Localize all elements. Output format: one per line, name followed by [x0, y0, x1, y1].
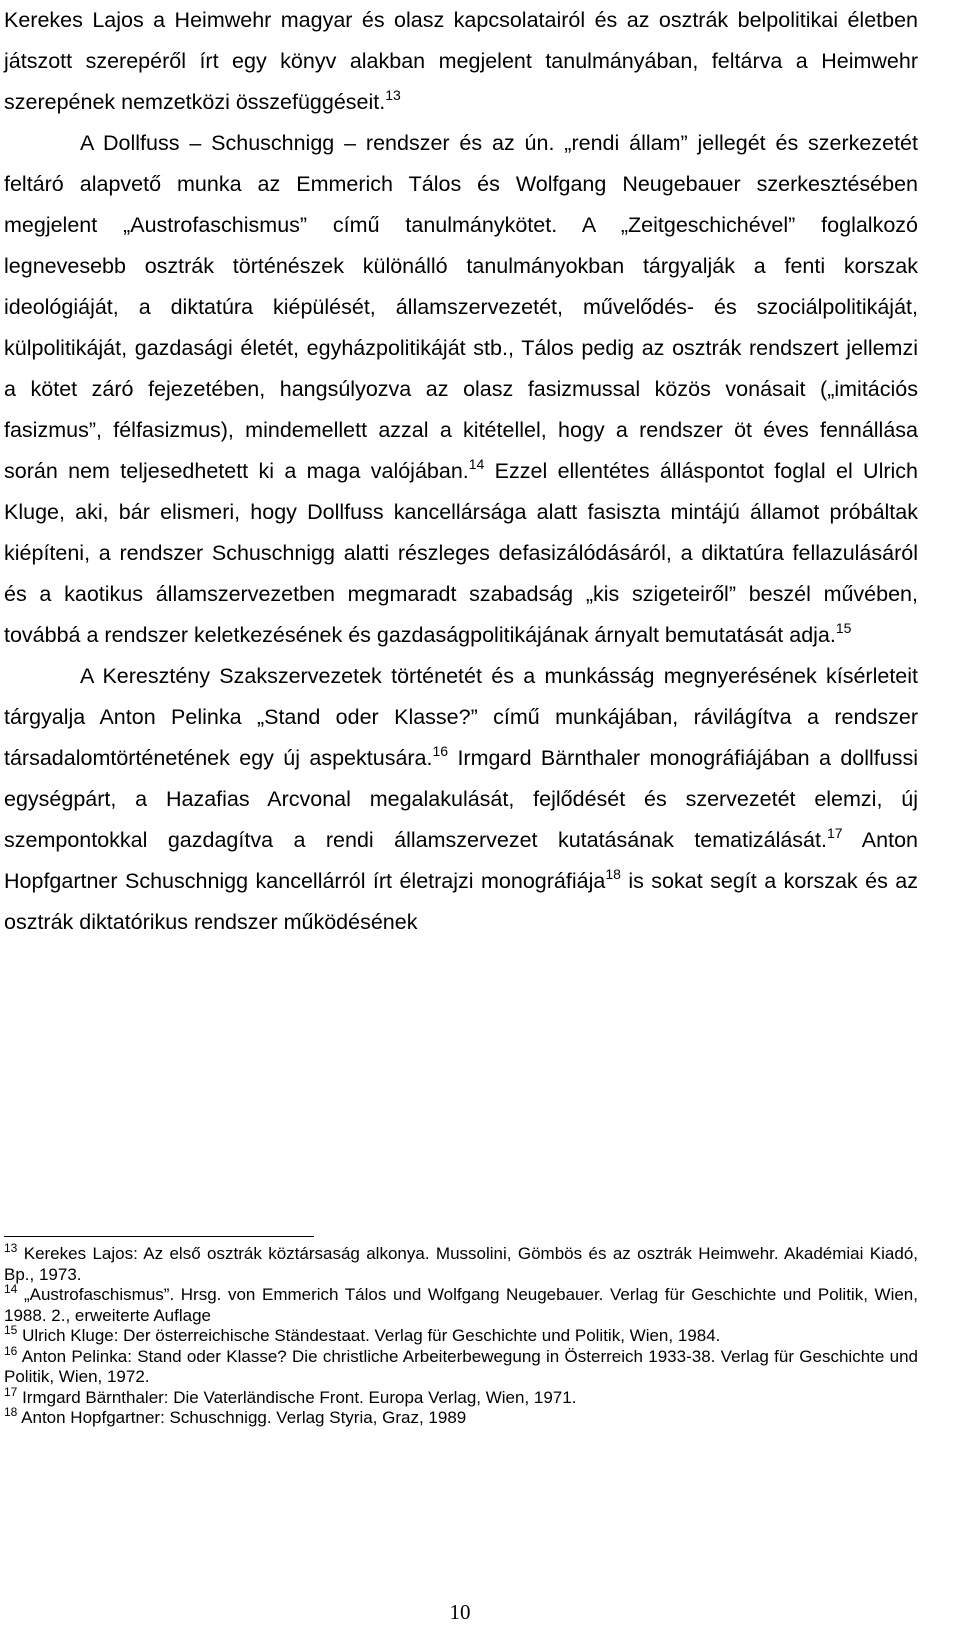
paragraph-3 — [4, 656, 918, 943]
footnote-17 — [4, 1384, 918, 1409]
footnote-text: „Austrofaschismus”. Hrsg. von Emmerich Tálos und Wolfgang Neugebauer. Verlag für Geschichte und Politik, Wien, 1988. 2., erweiterte Auflage — [4, 1285, 918, 1325]
footnotes — [4, 1240, 918, 1429]
footnote-number: 16 — [4, 1343, 18, 1358]
footnote-number: 13 — [4, 1241, 18, 1255]
footnote-13 — [4, 1240, 918, 1285]
footnote-text: Kerekes Lajos: Az első osztrák köztársaság alkonya. Mussolini, Gömbös és az osztrák Heimwehr. Akadémiai Kiadó, Bp., 1973. — [4, 1244, 918, 1284]
paragraph-text: A Keresztény Szakszervezetek történetét és a munkásság megnyerésének kísérleteit tárgyalja Anton Pelinka „Stand oder Klasse?” című munkájában, rávilágítva a rendszer társadalomtörténetének egy új aspektusára. — [4, 664, 918, 770]
footnote-18 — [4, 1405, 918, 1429]
footnote-number: 15 — [4, 1323, 18, 1337]
footnote-ref: 14 — [468, 456, 485, 472]
body-text — [4, 0, 918, 943]
footnote-number: 14 — [4, 1282, 18, 1296]
paragraph-text: Anton Hopfgartner Schuschnigg kancellárról írt életrajzi monográfiája — [4, 828, 918, 893]
footnote-number: 18 — [4, 1405, 18, 1419]
footnote-text: Anton Pelinka: Stand oder Klasse? Die christliche Arbeiterbewegung in Österreich 1933-38. Verlag für Geschichte und Politik, Wien, 1972. — [4, 1346, 918, 1386]
footnote-number: 17 — [4, 1384, 18, 1399]
footnote-15 — [4, 1323, 918, 1347]
footnote-text: Irmgard Bärnthaler: Die Vaterländische Front. Europa Verlag, Wien, 1971. — [17, 1387, 577, 1407]
footnote-14 — [4, 1282, 918, 1326]
page — [4, 0, 918, 943]
paragraph-text: Ezzel ellentétes álláspontot foglal el Ulrich Kluge, aki, bár elismeri, hogy Dollfuss kancellársága alatt fasiszta mintájú államot próbáltak kiépíteni, a rendszer Schuschnigg alatti részleges defasizálódásáról, a diktatúra fellazulásáról és a kaotikus államszervezetben megmaradt szabadság „kis szigeteiről” beszél művében, továbbá a rendszer keletkezésének és gazdaságpolitikájának árnyalt bemutatását adja. — [4, 459, 918, 647]
footnote-16 — [4, 1343, 918, 1388]
footnote-ref: 15 — [835, 620, 852, 636]
footnote-ref: 16 — [432, 743, 449, 759]
footnote-text: Anton Hopfgartner: Schuschnigg. Verlag Styria, Graz, 1989 — [17, 1408, 467, 1427]
paragraph-1 — [4, 0, 918, 123]
footnote-separator — [4, 1236, 314, 1237]
footnote-text: Ulrich Kluge: Der österreichische Ständestaat. Verlag für Geschichte und Politik, Wien, 1984. — [17, 1326, 721, 1345]
footnote-ref: 17 — [826, 825, 843, 841]
footnote-ref: 13 — [385, 87, 401, 103]
paragraph-text: A Dollfuss – Schuschnigg – rendszer és az ún. „rendi állam” jellegét és szerkezetét feltáró alapvető munka az Emmerich Tálos és Wolfgang Neugebauer szerkesztésében megjelent „Austrofaschismus” című tanulmánykötet. A „Zeitgeschichével” foglalkozó legnevesebb osztrák történészek különálló tanulmányokban tárgyalják a fenti korszak ideológiáját, a diktatúra kiépülését, államszervezetét, művelődés- és szociálpolitikáját, külpolitikáját, gazdasági életét, egyházpolitikáját stb., Tálos pedig az osztrák rendszert jellemzi a kötet záró fejezetében, hangsúlyozva az olasz fasizmussal közös vonásait („imitációs fasizmus”, félfasizmus), mindemellett azzal a kitétellel, hogy a rendszer öt éves fennállása során nem teljesedhetett ki a maga valójában. — [4, 131, 918, 483]
footnote-ref: 18 — [605, 866, 621, 882]
paragraph-2 — [4, 123, 918, 656]
paragraph-text: Irmgard Bärnthaler monográfiájában a dollfussi egységpárt, a Hazafias Arcvonal megalakulását, fejlődését és szervezetét elemzi, új szempontokkal gazdagítva a rendi államszervezet kutatásának tematizálását. — [4, 746, 918, 852]
paragraph-text: is sokat segít a korszak és az osztrák diktatórikus rendszer működésének — [4, 869, 918, 934]
paragraph-text: Kerekes Lajos a Heimwehr magyar és olasz kapcsolatairól és az osztrák belpolitikai életben játszott szerepéről írt egy könyv alakban megjelent tanulmányában, feltárva a Heimwehr szerepének nemzetközi összefüggéseit. — [4, 8, 918, 114]
page-number: 10 — [449, 1600, 471, 1624]
